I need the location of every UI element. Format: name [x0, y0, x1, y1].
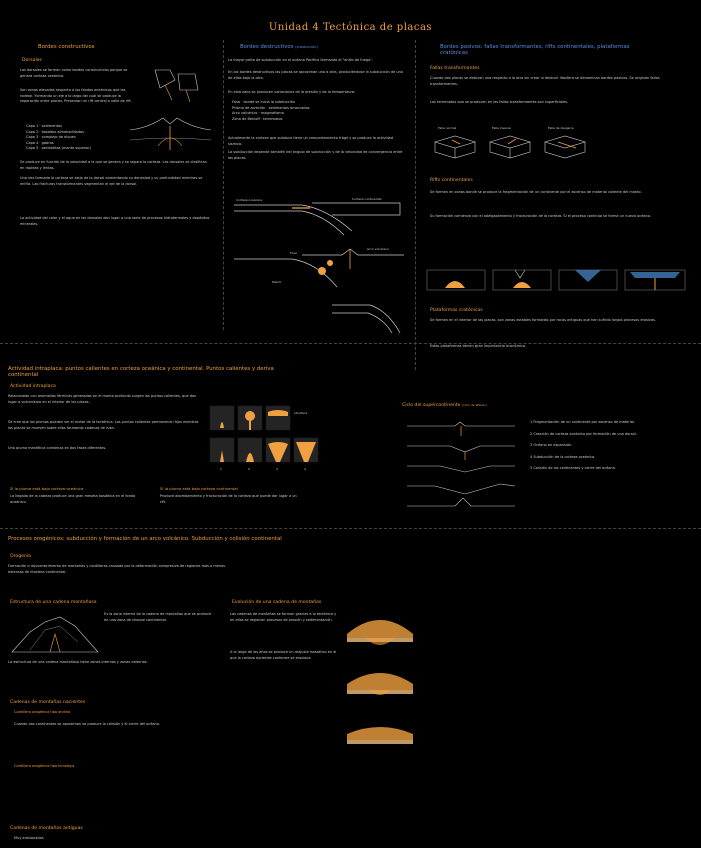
- list-item: 3 Océano en expansión.: [530, 443, 573, 448]
- evolucion-title: Evolución de una cadena de montañas: [232, 600, 322, 605]
- list-item: 1 Fragmentación de un continente por ascenso de material.: [530, 420, 635, 424]
- cadenas-title: Cadenas de montañas nacientes: [10, 700, 86, 705]
- orogenicos-heading: Procesos orogénicos: subducción y formación de un arco volcánico. Subducción y colisión continental: [8, 536, 282, 542]
- evolucion-text: Las cadenas de montañas se forman gracias a la tectónica y en ellas se registran procesos de erosión y sedimentación.: [230, 612, 337, 622]
- orogenia-text: Formación o rejuvenecimiento de montañas y cordilleras causado por la deformación compresiva de regiones más o menos extensas de litosfera continental.: [8, 564, 226, 574]
- fallas-title: Fallas transformantes: [430, 66, 480, 71]
- stage-label: 3: [276, 467, 278, 471]
- subduction-text: En los bordes destructivos las placas se aproximan una a otra, produciéndose la subducción de una de ellas bajo la otra.: [228, 70, 403, 80]
- intraplaca-sub: Actividad intraplaca: [10, 384, 56, 389]
- list-item: Capa 3 · complejo de diques: [26, 135, 76, 140]
- list-item: Capa 2 · basaltos almohadillados: [26, 129, 84, 134]
- rift-stages-diagram: [425, 262, 690, 297]
- estructura-text: Es la zona interna de la cadena de montañas que se produce en una zona de choque continental.: [104, 612, 212, 622]
- stage-label: 1: [220, 467, 222, 471]
- antiguas-text: Muy erosionadas: [14, 836, 44, 840]
- evolucion-text-2: A lo largo de los años se produce un reajuste isostático en el que la corteza asciende conforme se erosiona.: [230, 650, 337, 660]
- bordes-destructivos-title: Bordes destructivos: [240, 44, 294, 50]
- fault-label: Falla inversa: [492, 126, 511, 130]
- svg-text:Arco volcánico: Arco volcánico: [367, 247, 389, 251]
- page-title: Unidad 4 Tectónica de placas: [268, 22, 433, 33]
- list-item: Capa 5 · peridotitas (manto superior): [26, 146, 92, 151]
- plataformas-text-2: Estas plataformas tienen gran importancia económica.: [430, 344, 527, 348]
- fallas-text-2: Los terremotos que se producen en las fallas transformantes son superficiales.: [430, 100, 569, 104]
- ciclo-heading: [402, 402, 487, 409]
- fault-label: Falla de desgarre: [548, 126, 574, 130]
- cadenas-text: Cuando dos continentes se aproximan se produce la colisión y el cierre del océano.: [14, 722, 160, 726]
- intraplaca-text: Relacionado con anomalías térmicas generadas en el manto profundo surgen los puntos calientes, que dan lugar a volcanismo en el interior de las placas.: [8, 394, 197, 404]
- cadenas-sub-2: Cordillera orogénica tipo himalaya: [14, 764, 75, 768]
- litosfera-label: Litosfera: [294, 411, 308, 415]
- list-item: 4 Subducción de la corteza oceánica.: [530, 454, 596, 459]
- stage-label: 2: [248, 467, 250, 471]
- oceanica-text: La llegada de la cabeza produce una gran meseta basáltica en el fondo oceánico.: [10, 494, 136, 504]
- fragile-text: Actualmente la corteza que subduce tiene un comportamiento frágil y se produce la actividad sísmica.: [228, 136, 394, 146]
- oceanica-title: Si la pluma está bajo corteza oceánica: [10, 486, 84, 491]
- divider: [223, 40, 224, 330]
- svg-text:Fosa: Fosa: [290, 251, 297, 255]
- mountain-evolution-diagram: [345, 604, 415, 754]
- svg-text:Corteza oceánica: Corteza oceánica: [236, 198, 262, 202]
- orogenia-title: Orogenia: [10, 554, 31, 559]
- mountain-structure-diagram: [10, 612, 100, 657]
- hydrothermal-text: La actividad del calor y el agua en las dorsales dan lugar a una serie de procesos hidrotermales y depósitos minerales.: [20, 216, 210, 226]
- rifts-text-2: Su formación comienza con el adelgazamiento y fracturación de la corteza. Si el proceso continúa se forma un nuevo océano.: [430, 214, 651, 218]
- plumas-text: Se cree que los plumas pueden ser el motor de la tectónica. Los puntos calientes permanecen fijos mientras las placas se mueven sobre ellos formando cadenas de islas.: [8, 420, 199, 430]
- cooling-text: Una vez formada la corteza se aleja de la dorsal aumentando su densidad y su profundidad mientras se enfría. Las fracturas transformantes segmentan el eje de la dorsal.: [20, 176, 203, 186]
- wilson-cycle-diagram: [405, 414, 525, 524]
- list-item: Prisma de acreción · sedimentos arrancados: [232, 105, 310, 110]
- plataformas-title: Plataformas cratónicas: [430, 308, 483, 313]
- dorsales-title: Dorsales: [22, 58, 42, 63]
- continental-title: Si la pluma está bajo corteza continental: [160, 486, 238, 491]
- svg-text:Corteza continental: Corteza continental: [352, 197, 382, 201]
- list-item: Arco volcánico · magmatismo: [232, 111, 284, 116]
- estructura-title: Estructura de una cadena montañosa: [10, 600, 97, 605]
- fases-text: Una pluma mantélica comienza en dos fases diferentes.: [8, 446, 107, 450]
- list-item: 5 Colisión de los continentes y cierre del océano.: [530, 466, 616, 471]
- layers-list: [26, 124, 126, 152]
- list-item: Fosa · donde se inicia la subducción: [232, 100, 295, 104]
- ciclo-steps-list: [530, 420, 640, 472]
- fault-label: Falla normal: [438, 126, 457, 130]
- pt-text: En esta zona se producen variaciones de la presión y de la temperatura:: [228, 90, 356, 94]
- subduction-diagram-1: [232, 195, 402, 235]
- dorsal-sketch: [150, 60, 205, 105]
- cadenas-sub: Cordillera orogénica tipo andina: [14, 710, 71, 714]
- plataformas-text: Se forman en el interior de las placas, son zonas estables formadas por rocas antiguas que han sufrido largos procesos erosivos.: [430, 318, 656, 322]
- fallas-text: Cuando dos placas se deslizan una respecto a la otra sin crear ni destruir litosfera se denominan bordes pasivos. Se originan fallas transformantes.: [430, 76, 660, 86]
- antiguas-title: Cadenas de montañas antiguas: [10, 826, 83, 831]
- svg-text:Manto: Manto: [272, 280, 282, 284]
- subduction-diagram-3: [330, 295, 410, 335]
- list-item: Zona de Benioff · terremotos: [232, 116, 283, 121]
- ciclo-note: (ciclo de Wilson): [461, 403, 487, 407]
- divider: [415, 40, 416, 370]
- bordes-constructivos-heading: Bordes constructivos: [38, 44, 95, 50]
- stage-label: 4: [304, 467, 306, 471]
- ridge-cross-section: [128, 110, 213, 155]
- plume-stages-diagram: [208, 404, 328, 474]
- heading-note: (subducción): [295, 45, 318, 49]
- dorsales-text: Las dorsales se forman como bordes constructivos porque se genera corteza oceánica.: [20, 68, 128, 78]
- list-item: 2 Creación de corteza oceánica por formación de una dorsal.: [530, 431, 637, 436]
- divider: [0, 528, 701, 529]
- fault-types-diagram: [430, 124, 600, 164]
- angle-text: La subducción depende también del ángulo de subducción y de la velocidad de convergencia entre las placas.: [228, 150, 403, 160]
- ciclo-title: Ciclo del supercontinente: [402, 403, 461, 408]
- dorsales-text-2: Son zonas elevadas respecto a los fondos oceánicos que las rodean. Formando un eje a lo largo del cual se produce la separación entre placas. Presentan un rift central o valle de rift.: [20, 88, 132, 104]
- velocity-text: Se produce en función de la velocidad a la que se genera y se separa la corteza. Las dorsales se clasifican en rápidas y lentas.: [20, 160, 207, 170]
- bordes-pasivos-heading: Bordes pasivos: fallas transformantes, rifts continentales, plataformas cratónicas: [440, 44, 630, 57]
- rifts-text: Se forman en zonas donde se produce la fragmentación de un continente por el ascenso de material caliente del manto.: [430, 190, 642, 194]
- rifts-title: Rifts continentales: [430, 178, 473, 183]
- subduction-zones-list: [232, 100, 392, 122]
- bordes-destructivos-heading: [240, 44, 318, 50]
- list-item: Capa 4 · gabros: [26, 140, 54, 145]
- intraplaca-heading: Actividad intraplaca: puntos calientes en corteza oceánica y continental. Puntos calientes y deriva continental: [8, 366, 274, 379]
- subduction-diagram-2: [232, 245, 407, 290]
- anillo-fuego-text: La mayor parte de subducción en el océano Pacífico formando el "anillo de fuego".: [228, 58, 373, 62]
- estructura-text-2: La estructura de una cadena montañosa tiene zonas internas y zonas externas.: [8, 660, 148, 664]
- continental-text: Produce abombamiento y fracturación de la corteza que puede dar lugar a un rift.: [160, 494, 297, 504]
- list-item: Capa 1 · sedimentos: [26, 124, 62, 128]
